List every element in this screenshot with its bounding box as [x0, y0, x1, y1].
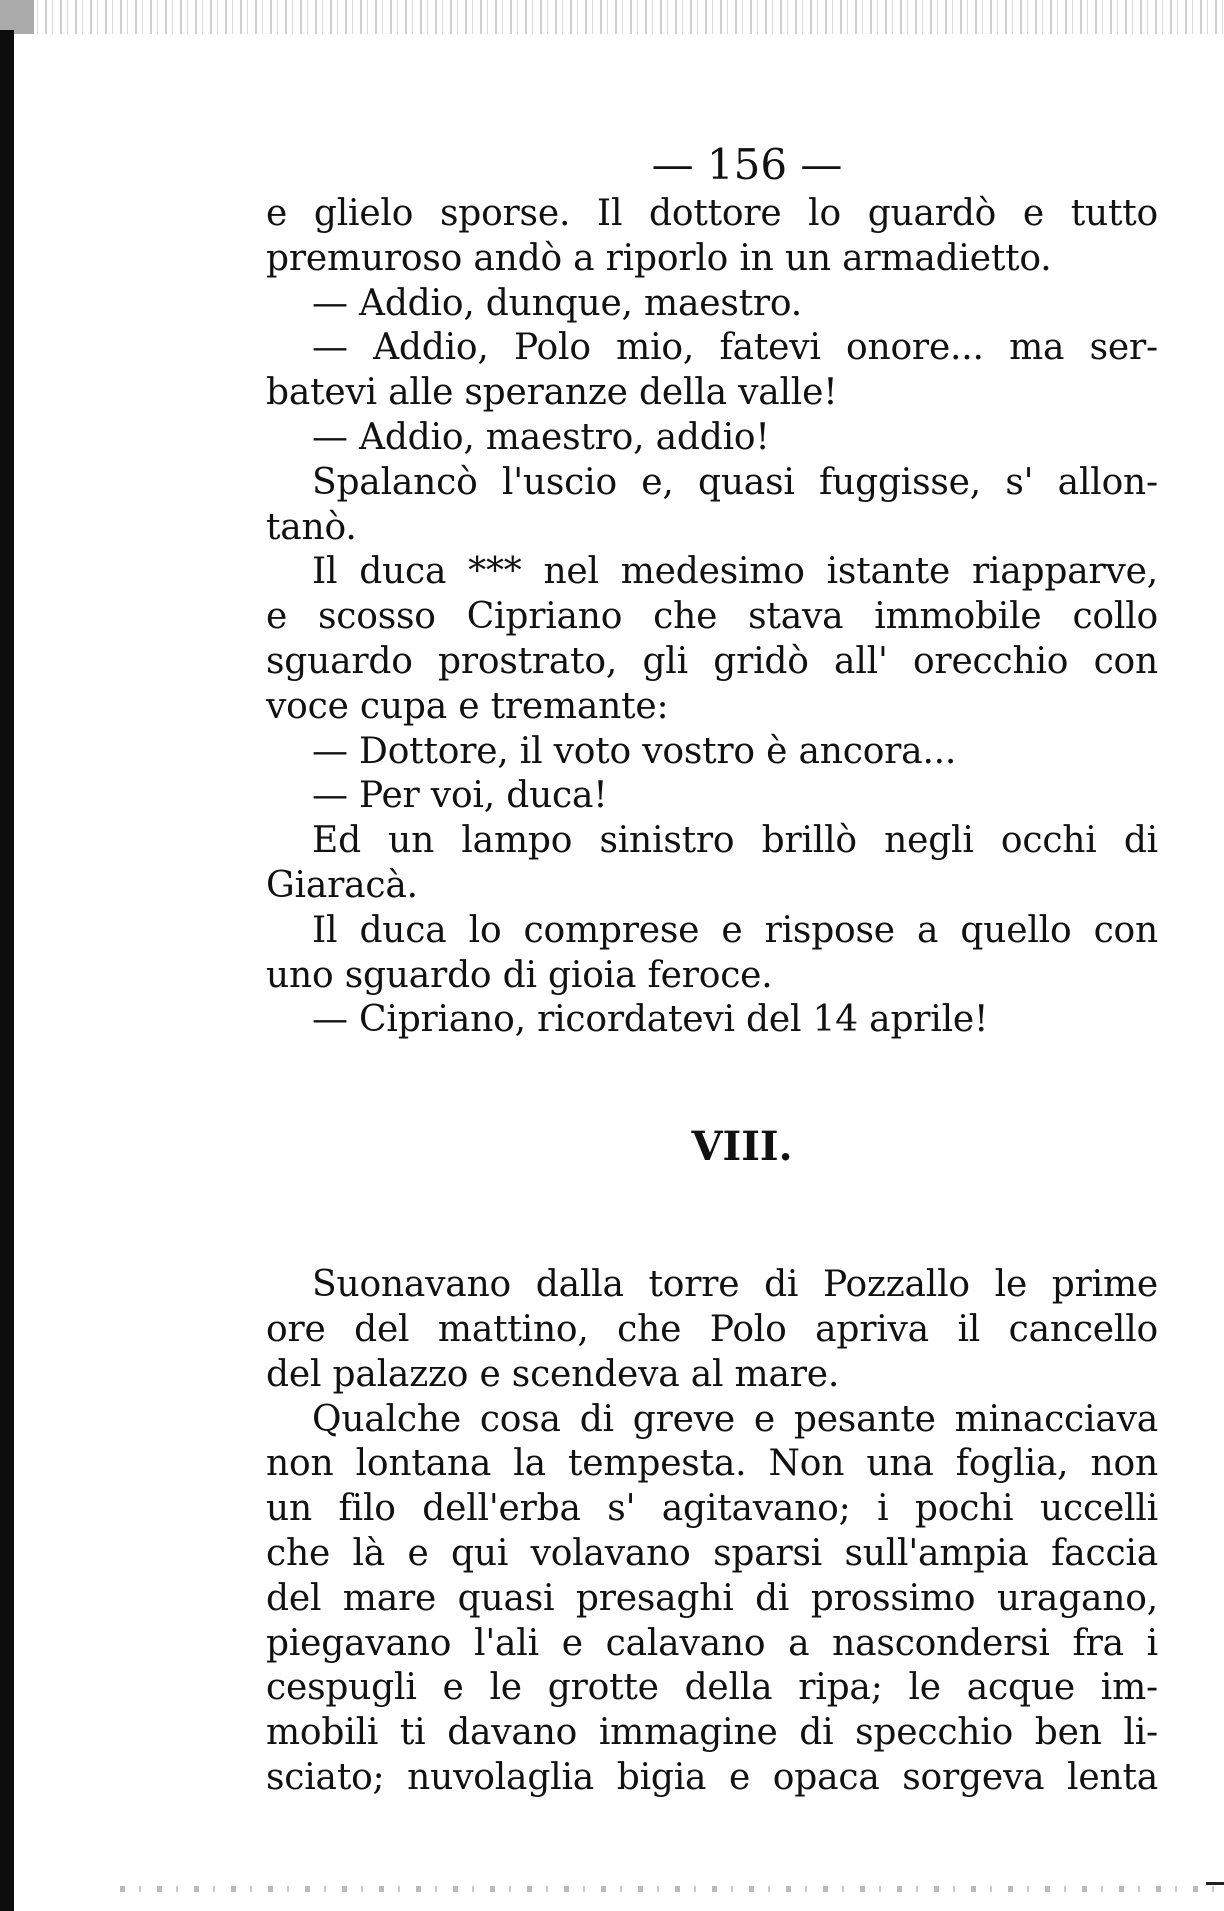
- text-line: voce cupa e tremante:: [266, 685, 669, 727]
- text-line: ore del mattino, che Polo apriva il cancello: [266, 1308, 1158, 1350]
- scan-right-mark: [1206, 1882, 1224, 1885]
- text-line: non lontana la tempesta. Non una foglia, non: [266, 1443, 1158, 1485]
- text-line: Spalancò l'uscio e, quasi fuggisse, s' allon-: [312, 461, 1158, 503]
- text-line: tanò.: [266, 506, 357, 548]
- scan-top-edge: [0, 0, 1224, 34]
- text-line: cespugli e le grotte della ripa; le acque im-: [266, 1667, 1158, 1709]
- text-line: — Per voi, duca!: [312, 775, 608, 817]
- page-text-block: [266, 140, 1158, 1801]
- text-line: e scosso Cipriano che stava immobile collo: [266, 596, 1158, 638]
- text-line: sguardo prostrato, gli gridò all' orecchio con: [266, 640, 1158, 682]
- text-line: batevi alle speranze della valle!: [266, 372, 838, 414]
- text-line: che là e qui volavano sparsi sull'ampia faccia: [266, 1532, 1158, 1574]
- text-line: del palazzo e scendeva al mare.: [266, 1353, 840, 1395]
- text-line: e glielo sporse. Il dottore lo guardò e tutto: [266, 193, 1158, 234]
- text-line: — Addio, dunque, maestro.: [312, 282, 802, 324]
- text-line: — Addio, Polo mio, fatevi onore... ma ser-: [312, 327, 1158, 369]
- text-lines-before-heading: [266, 192, 1158, 1043]
- text-line: — Addio, maestro, addio!: [312, 416, 770, 458]
- text-line: Il duca lo comprese e rispose a quello con: [312, 909, 1158, 951]
- page-number: — 156 —: [651, 140, 843, 189]
- text-line: del mare quasi presaghi di prossimo uragano,: [266, 1577, 1158, 1619]
- scan-bottom-edge: [120, 1886, 1224, 1892]
- scan-left-edge: [0, 30, 14, 1911]
- text-line: sciato; nuvolaglia bigia e opaca sorgeva lenta: [266, 1756, 1158, 1798]
- text-line: Il duca *** nel medesimo istante riapparve,: [312, 551, 1158, 593]
- text-line: premuroso andò a riporlo in un armadietto.: [266, 237, 1052, 279]
- text-line: uno sguardo di gioia feroce.: [266, 954, 773, 996]
- text-line: piegavano l'ali e calavano a nascondersi fra i: [266, 1622, 1158, 1664]
- text-lines-after-heading: [266, 1263, 1158, 1801]
- section-heading: VIII.: [691, 1123, 793, 1171]
- text-line: — Dottore, il voto vostro è ancora...: [312, 730, 957, 772]
- text-line: — Cipriano, ricordatevi del 14 aprile!: [312, 999, 989, 1041]
- text-line: mobili ti davano immagine di specchio ben li-: [266, 1712, 1158, 1754]
- text-line: Qualche cosa di greve e pesante minacciava: [312, 1398, 1158, 1440]
- text-line: Suonavano dalla torre di Pozzallo le prime: [312, 1264, 1158, 1306]
- text-line: un filo dell'erba s' agitavano; i pochi uccelli: [266, 1488, 1158, 1530]
- text-line: Giaracà.: [266, 864, 418, 906]
- text-line: Ed un lampo sinistro brillò negli occhi di: [312, 820, 1158, 862]
